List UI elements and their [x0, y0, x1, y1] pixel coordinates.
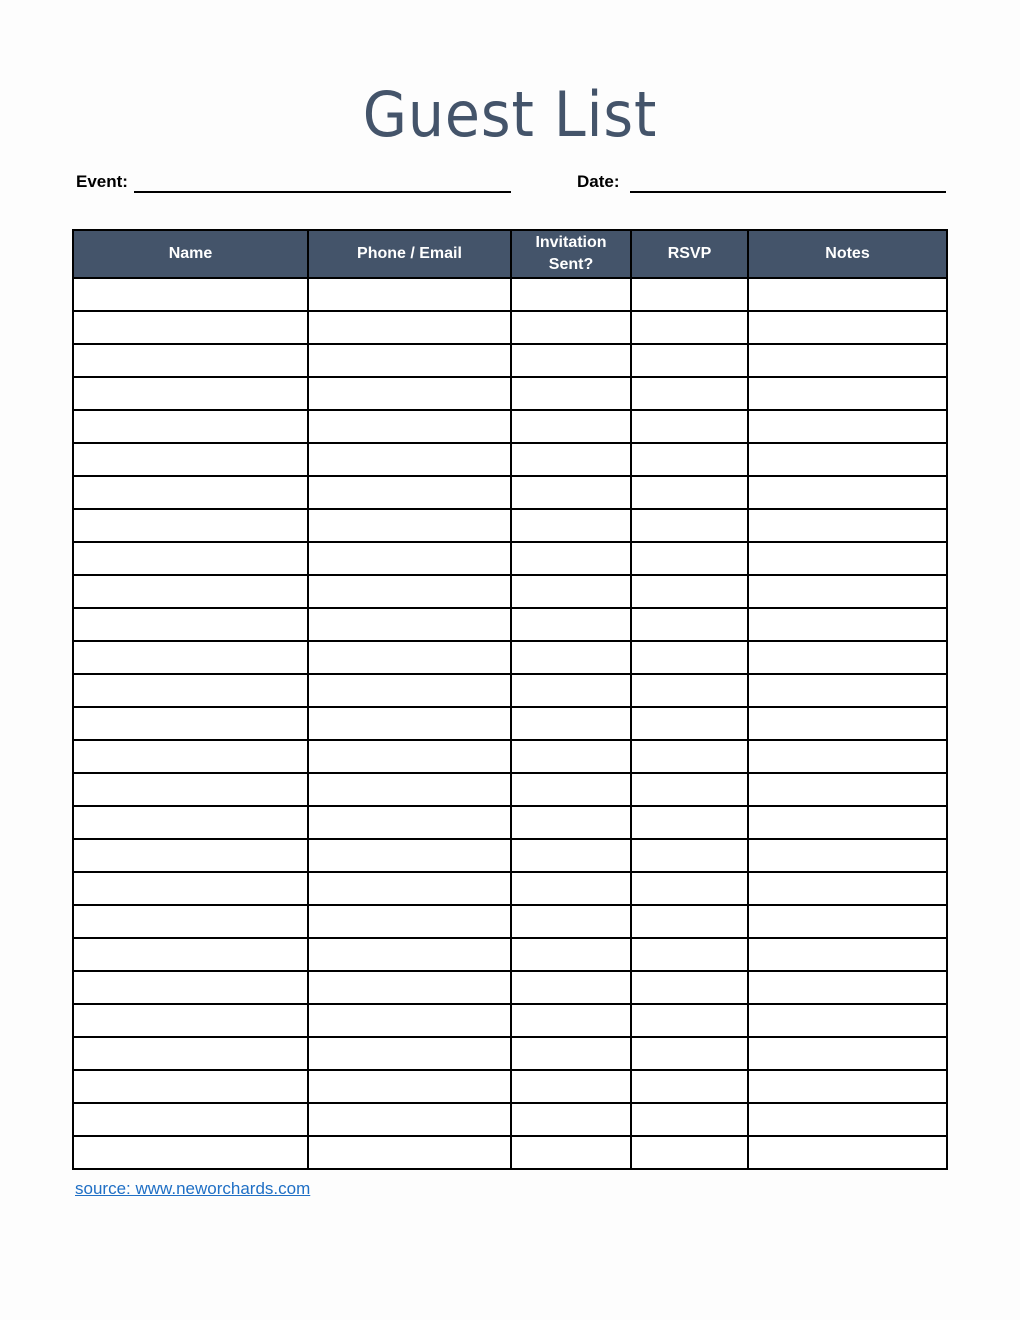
cell-phone-email[interactable] [308, 1136, 511, 1169]
source-link[interactable]: source: www.neworchards.com [75, 1179, 311, 1198]
cell-rsvp[interactable] [631, 608, 748, 641]
cell-name[interactable] [73, 1004, 308, 1037]
cell-phone-email[interactable] [308, 707, 511, 740]
cell-name[interactable] [73, 344, 308, 377]
cell-invitation-sent[interactable] [511, 740, 631, 773]
cell-invitation-sent[interactable] [511, 971, 631, 1004]
cell-notes[interactable] [748, 674, 947, 707]
cell-name[interactable] [73, 773, 308, 806]
table-row [73, 278, 947, 311]
cell-name[interactable] [73, 707, 308, 740]
table-row [73, 509, 947, 542]
table-row [73, 872, 947, 905]
cell-phone-email[interactable] [308, 575, 511, 608]
table-row [73, 1103, 947, 1136]
column-header-name: Name [73, 230, 308, 278]
cell-rsvp[interactable] [631, 1004, 748, 1037]
table-row [73, 707, 947, 740]
cell-phone-email[interactable] [308, 542, 511, 575]
cell-notes[interactable] [748, 707, 947, 740]
cell-notes[interactable] [748, 905, 947, 938]
cell-phone-email[interactable] [308, 740, 511, 773]
cell-phone-email[interactable] [308, 344, 511, 377]
cell-rsvp[interactable] [631, 476, 748, 509]
cell-rsvp[interactable] [631, 872, 748, 905]
cell-rsvp[interactable] [631, 278, 748, 311]
cell-notes[interactable] [748, 806, 947, 839]
table-row [73, 608, 947, 641]
cell-rsvp[interactable] [631, 641, 748, 674]
cell-invitation-sent[interactable] [511, 575, 631, 608]
cell-rsvp[interactable] [631, 905, 748, 938]
cell-invitation-sent[interactable] [511, 905, 631, 938]
cell-rsvp[interactable] [631, 542, 748, 575]
cell-notes[interactable] [748, 278, 947, 311]
cell-name[interactable] [73, 674, 308, 707]
guest-table [72, 229, 948, 1170]
cell-name[interactable] [73, 641, 308, 674]
cell-name[interactable] [73, 1103, 308, 1136]
cell-invitation-sent[interactable] [511, 641, 631, 674]
cell-rsvp[interactable] [631, 509, 748, 542]
cell-phone-email[interactable] [308, 311, 511, 344]
cell-notes[interactable] [748, 1103, 947, 1136]
cell-name[interactable] [73, 1070, 308, 1103]
cell-rsvp[interactable] [631, 1103, 748, 1136]
table-row [73, 641, 947, 674]
cell-phone-email[interactable] [308, 641, 511, 674]
cell-rsvp[interactable] [631, 938, 748, 971]
cell-notes[interactable] [748, 839, 947, 872]
cell-notes[interactable] [748, 1136, 947, 1169]
cell-notes[interactable] [748, 509, 947, 542]
cell-phone-email[interactable] [308, 905, 511, 938]
cell-name[interactable] [73, 575, 308, 608]
cell-name[interactable] [73, 509, 308, 542]
cell-name[interactable] [73, 905, 308, 938]
cell-invitation-sent[interactable] [511, 872, 631, 905]
date-field[interactable] [630, 191, 946, 193]
cell-invitation-sent[interactable] [511, 938, 631, 971]
table-row [73, 971, 947, 1004]
table-row [73, 806, 947, 839]
cell-notes[interactable] [748, 1070, 947, 1103]
cell-phone-email[interactable] [308, 278, 511, 311]
table-row [73, 938, 947, 971]
cell-notes[interactable] [748, 344, 947, 377]
cell-notes[interactable] [748, 872, 947, 905]
cell-invitation-sent[interactable] [511, 542, 631, 575]
cell-notes[interactable] [748, 971, 947, 1004]
cell-notes[interactable] [748, 1004, 947, 1037]
cell-invitation-sent[interactable] [511, 476, 631, 509]
cell-name[interactable] [73, 608, 308, 641]
cell-notes[interactable] [748, 1037, 947, 1070]
table-row [73, 1136, 947, 1169]
table-row [73, 773, 947, 806]
cell-invitation-sent[interactable] [511, 311, 631, 344]
cell-phone-email[interactable] [308, 1103, 511, 1136]
cell-invitation-sent[interactable] [511, 1070, 631, 1103]
cell-phone-email[interactable] [308, 938, 511, 971]
cell-phone-email[interactable] [308, 443, 511, 476]
cell-invitation-sent[interactable] [511, 839, 631, 872]
cell-name[interactable] [73, 740, 308, 773]
cell-invitation-sent[interactable] [511, 1004, 631, 1037]
table-row [73, 740, 947, 773]
cell-name[interactable] [73, 410, 308, 443]
table-row [73, 344, 947, 377]
cell-phone-email[interactable] [308, 1004, 511, 1037]
cell-phone-email[interactable] [308, 476, 511, 509]
cell-rsvp[interactable] [631, 806, 748, 839]
cell-phone-email[interactable] [308, 872, 511, 905]
cell-rsvp[interactable] [631, 740, 748, 773]
cell-invitation-sent[interactable] [511, 377, 631, 410]
cell-name[interactable] [73, 1037, 308, 1070]
cell-invitation-sent[interactable] [511, 674, 631, 707]
cell-notes[interactable] [748, 476, 947, 509]
cell-invitation-sent[interactable] [511, 608, 631, 641]
cell-phone-email[interactable] [308, 410, 511, 443]
cell-rsvp[interactable] [631, 773, 748, 806]
cell-invitation-sent[interactable] [511, 707, 631, 740]
cell-notes[interactable] [748, 443, 947, 476]
cell-phone-email[interactable] [308, 608, 511, 641]
cell-phone-email[interactable] [308, 674, 511, 707]
cell-invitation-sent[interactable] [511, 806, 631, 839]
cell-notes[interactable] [748, 377, 947, 410]
cell-name[interactable] [73, 311, 308, 344]
cell-name[interactable] [73, 806, 308, 839]
cell-invitation-sent[interactable] [511, 344, 631, 377]
cell-notes[interactable] [748, 740, 947, 773]
cell-notes[interactable] [748, 608, 947, 641]
table-row [73, 311, 947, 344]
cell-invitation-sent[interactable] [511, 773, 631, 806]
table-row [73, 542, 947, 575]
column-header-phone-email: Phone / Email [308, 230, 511, 278]
cell-notes[interactable] [748, 575, 947, 608]
cell-name[interactable] [73, 542, 308, 575]
cell-rsvp[interactable] [631, 1037, 748, 1070]
cell-name[interactable] [73, 443, 308, 476]
cell-invitation-sent[interactable] [511, 1103, 631, 1136]
table-row [73, 377, 947, 410]
cell-rsvp[interactable] [631, 971, 748, 1004]
cell-phone-email[interactable] [308, 971, 511, 1004]
cell-phone-email[interactable] [308, 377, 511, 410]
cell-rsvp[interactable] [631, 377, 748, 410]
table-row [73, 575, 947, 608]
cell-notes[interactable] [748, 410, 947, 443]
cell-rsvp[interactable] [631, 575, 748, 608]
cell-name[interactable] [73, 938, 308, 971]
cell-name[interactable] [73, 971, 308, 1004]
table-row [73, 1004, 947, 1037]
column-header-invitation-sent: Invitation Sent? [511, 230, 631, 278]
cell-rsvp[interactable] [631, 344, 748, 377]
cell-phone-email[interactable] [308, 1070, 511, 1103]
cell-rsvp[interactable] [631, 707, 748, 740]
cell-invitation-sent[interactable] [511, 1037, 631, 1070]
cell-invitation-sent[interactable] [511, 278, 631, 311]
column-header-notes: Notes [748, 230, 947, 278]
cell-notes[interactable] [748, 641, 947, 674]
table-header-row [73, 230, 947, 278]
cell-phone-email[interactable] [308, 806, 511, 839]
table-row [73, 905, 947, 938]
table-row [73, 410, 947, 443]
table-row [73, 1070, 947, 1103]
page-title: Guest List [362, 78, 658, 151]
cell-invitation-sent[interactable] [511, 509, 631, 542]
cell-invitation-sent[interactable] [511, 1136, 631, 1169]
cell-rsvp[interactable] [631, 311, 748, 344]
cell-name[interactable] [73, 476, 308, 509]
cell-rsvp[interactable] [631, 1136, 748, 1169]
table-row [73, 1037, 947, 1070]
cell-notes[interactable] [748, 542, 947, 575]
cell-invitation-sent[interactable] [511, 410, 631, 443]
cell-phone-email[interactable] [308, 839, 511, 872]
cell-phone-email[interactable] [308, 773, 511, 806]
cell-rsvp[interactable] [631, 839, 748, 872]
cell-rsvp[interactable] [631, 443, 748, 476]
event-label: Event: [76, 172, 128, 191]
table-row [73, 674, 947, 707]
table-row [73, 443, 947, 476]
table-row [73, 476, 947, 509]
cell-name[interactable] [73, 839, 308, 872]
cell-notes[interactable] [748, 311, 947, 344]
cell-name[interactable] [73, 377, 308, 410]
cell-notes[interactable] [748, 773, 947, 806]
cell-name[interactable] [73, 1136, 308, 1169]
cell-notes[interactable] [748, 938, 947, 971]
cell-rsvp[interactable] [631, 410, 748, 443]
cell-rsvp[interactable] [631, 1070, 748, 1103]
date-label: Date: [577, 172, 620, 191]
cell-invitation-sent[interactable] [511, 443, 631, 476]
table-row [73, 839, 947, 872]
cell-rsvp[interactable] [631, 674, 748, 707]
cell-phone-email[interactable] [308, 1037, 511, 1070]
event-field[interactable] [134, 191, 511, 193]
cell-name[interactable] [73, 872, 308, 905]
column-header-rsvp: RSVP [631, 230, 748, 278]
cell-phone-email[interactable] [308, 509, 511, 542]
cell-name[interactable] [73, 278, 308, 311]
